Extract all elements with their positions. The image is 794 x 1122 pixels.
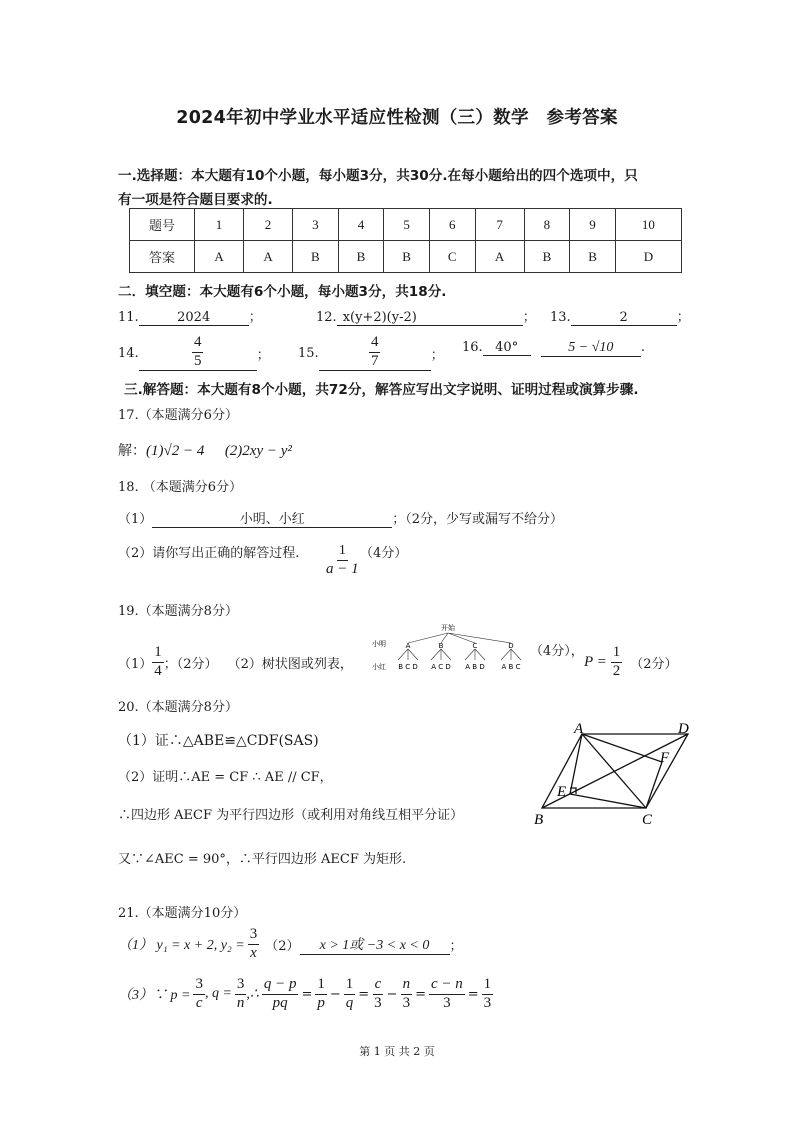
q19-probability (584, 634, 678, 690)
minus-sign: − (386, 986, 398, 1002)
q12-answer: x(y+2)(y-2) (337, 310, 523, 326)
q19-tree-points: （4分）， (530, 644, 584, 659)
q21-part2-answer: x > 1或 −3 < x < 0 (300, 934, 450, 955)
section1-heading-line1: 一.选择题：本大题有10个小题，每小题3分，共30分.在每小题给出的四个选项中，只 (118, 168, 638, 184)
q18-heading: 18. （本题满分6分） (118, 480, 243, 495)
q18-points: （4分） (360, 546, 408, 561)
q16-answer-b: 5 − √10 (541, 340, 641, 357)
q15-num: 4 (369, 335, 381, 353)
q15-fraction (369, 335, 381, 370)
q16-period: . (640, 340, 645, 355)
q21-part2-end: ； (449, 938, 463, 954)
q18-num: 1 (337, 544, 348, 561)
table-cell: 3 (293, 209, 339, 241)
q16-number: 16. (462, 340, 483, 355)
q11-answer: 2024 (139, 310, 249, 326)
table-cell: B (338, 241, 384, 273)
equals-sign: = (358, 986, 370, 1002)
q21-part3 (118, 972, 493, 1016)
tree-node: B (438, 642, 444, 650)
q12-semicolon: ； (522, 310, 536, 325)
section1-heading-line2: 有一项是符合题目要求的. (118, 192, 273, 208)
label-f: F (660, 750, 670, 766)
q21-p1-num: 3 (248, 927, 260, 945)
label-e: E (557, 784, 567, 800)
table-cell: B (293, 241, 339, 273)
frac-num: 1 (315, 977, 327, 995)
q17-part2: (2)2xy − y² (224, 443, 292, 459)
q19-prob-fraction (611, 645, 623, 680)
q21-part2-no: （2） (265, 938, 300, 954)
q21-part1-fraction (248, 927, 260, 962)
frac-den: 3 (443, 994, 451, 1011)
q21-frac-4 (315, 977, 327, 1012)
frac-num: c − n (429, 977, 465, 995)
table-row-numbers (130, 209, 682, 241)
q21-frac-6 (372, 977, 384, 1012)
q21-part1 (118, 922, 463, 966)
tree-node: C (472, 642, 478, 650)
label-d: D (678, 721, 689, 737)
q15-number: 15. (298, 345, 319, 361)
q19-heading: 19.（本题满分8分） (118, 604, 238, 619)
q16 (462, 340, 645, 357)
q21-frac-3 (262, 977, 299, 1012)
frac-num: q − p (262, 977, 299, 995)
page-title: 2024年初中学业水平适应性检测（三）数学 参考答案 (176, 108, 618, 128)
tree-node: A (405, 642, 411, 650)
table-header-label: 题号 (130, 209, 195, 241)
frac-den: 3 (374, 994, 382, 1011)
q14-den: 5 (193, 353, 202, 369)
q13 (550, 306, 690, 326)
table-cell: 10 (615, 209, 681, 241)
q21-part1-text: （1） y₁ = x + 2, y₂ = (118, 938, 245, 953)
tree-root: 开始 (441, 624, 455, 632)
table-answer-label: 答案 (130, 241, 195, 273)
table-cell: D (615, 241, 681, 273)
table-cell: 2 (244, 209, 293, 241)
q13-number: 13. (550, 310, 571, 325)
section2-heading: 二．填空题：本大题有6个小题，每小题3分，共18分. (118, 284, 447, 300)
q21-part3-text: （3）∵ p = (118, 988, 191, 1003)
q19-prob-label: P = (584, 653, 607, 670)
q14-number: 14. (118, 345, 139, 361)
frac-den: pq (272, 994, 288, 1011)
table-cell: A (244, 241, 293, 273)
frac-den: 3 (402, 994, 411, 1011)
q20-part1: （1）证∴△ABE≌△CDF(SAS) (118, 733, 319, 749)
q17-heading: 17.（本题满分6分） (118, 408, 238, 423)
frac-den: c (195, 994, 203, 1011)
q19-part1-fraction (152, 645, 164, 680)
frac-den: q (345, 994, 354, 1011)
equals-sign: = (301, 986, 313, 1002)
equals-sign: = (415, 986, 426, 1002)
q12-number: 12. (316, 310, 337, 325)
tree-leaves: A C D (431, 663, 451, 671)
q18-part1-note: ；（2分，少写或漏写不给分） (392, 512, 564, 527)
table-cell: 4 (338, 209, 384, 241)
frac-den: p (317, 994, 325, 1011)
label-a: A (574, 721, 584, 737)
q20-heading: 20.（本题满分8分） (118, 700, 238, 715)
table-cell: B (524, 241, 570, 273)
q21-frac-1 (193, 977, 205, 1012)
q11-number: 11. (118, 310, 139, 325)
q13-semicolon: ； (676, 310, 690, 325)
tree-leaves: B C D (398, 663, 418, 671)
table-cell: 8 (524, 209, 570, 241)
frac-num: 3 (193, 977, 205, 995)
section3-heading: 三.解答题：本大题有8个小题，共72分，解答应写出文字说明、证明过程或演算步骤. (124, 382, 639, 398)
table-row-answers (130, 241, 682, 273)
q20-part2: （2）证明∴AE = CF ∴ AE // CF， (118, 770, 333, 785)
q17-solution (118, 440, 292, 460)
q19-prob-points: （2分） (630, 656, 678, 672)
q14-num: 4 (192, 335, 204, 353)
q18-den: a − 1 (326, 560, 359, 577)
q19-part1-points: ；（2分） (163, 656, 218, 672)
q18-part2: （2）请你写出正确的解答过程. (118, 546, 300, 561)
table-cell: B (570, 241, 616, 273)
q21-frac-7 (401, 977, 413, 1012)
q15 (298, 331, 444, 375)
table-cell: 5 (384, 209, 430, 241)
q21-heading: 21.（本题满分10分） (118, 906, 247, 921)
frac-den: 3 (483, 994, 492, 1011)
q14 (118, 331, 270, 375)
tree-leaves: A B C (501, 663, 521, 671)
q18-fraction (324, 544, 361, 577)
answer-table (129, 208, 682, 273)
q11 (118, 306, 262, 326)
q19-prob-den: 2 (612, 662, 621, 679)
frac-num: c (373, 977, 384, 995)
frac-num: 3 (235, 977, 247, 995)
tree-diagram (368, 622, 528, 674)
q17-solution-label: 解： (118, 443, 146, 459)
frac-den: n (236, 994, 245, 1011)
tree-node: D (508, 642, 514, 650)
q18-part1-answer: 小明、小红 (152, 508, 392, 528)
table-cell: B (384, 241, 430, 273)
q21-p1-den: x (250, 944, 257, 961)
parallelogram-figure (526, 718, 708, 830)
table-cell: 1 (195, 209, 244, 241)
q21-frac-5 (344, 977, 356, 1012)
q21-q-eq: , q = (204, 986, 232, 1001)
tree-branches (398, 633, 521, 660)
minus-sign: − (329, 986, 341, 1002)
q19-prob-num: 1 (611, 645, 623, 663)
q19-part2: （2）树状图或列表， (227, 656, 353, 672)
q16-answer-a: 40° (483, 340, 531, 356)
page-footer: 第 1 页 共 2 页 (359, 1045, 435, 1058)
label-b: B (534, 812, 544, 828)
q12 (316, 306, 536, 326)
q13-answer: 2 (571, 310, 677, 326)
q14-fraction (192, 335, 204, 370)
tree-row1-label: 小明 (372, 640, 386, 648)
tree-leaves: A B D (465, 663, 485, 671)
q20-part3: ∴四边形 AECF 为平行四边形（或利用对角线互相平分证） (118, 808, 464, 823)
table-cell: 9 (570, 209, 616, 241)
label-c: C (642, 812, 653, 828)
q19-line (118, 634, 353, 690)
q19-den: 4 (154, 662, 162, 679)
q11-semicolon: ； (248, 310, 262, 325)
q18-part1-no: （1） (118, 512, 153, 527)
q18-part1 (118, 508, 563, 528)
q19-part1-no: （1） (118, 656, 153, 672)
q21-frac-8 (429, 977, 465, 1012)
table-cell: 7 (475, 209, 524, 241)
table-cell: A (195, 241, 244, 273)
q21-frac-2 (235, 977, 247, 1012)
table-cell: A (475, 241, 524, 273)
equals-sign: = (467, 986, 479, 1002)
q21-therefore: ,∴ (246, 986, 259, 1002)
frac-num: 1 (344, 977, 356, 995)
q21-frac-9 (482, 977, 494, 1012)
table-cell: C (429, 241, 475, 273)
frac-num: 1 (482, 977, 494, 995)
q19-num: 1 (152, 645, 164, 663)
tree-row2-label: 小红 (372, 663, 386, 671)
q14-semicolon: ； (256, 347, 270, 363)
table-cell: 6 (429, 209, 475, 241)
q20-part4: 又∵∠AEC = 90°，∴平行四边形 AECF 为矩形. (118, 852, 407, 867)
q15-semicolon: ； (430, 347, 444, 363)
q15-den: 7 (370, 353, 379, 369)
frac-num: n (401, 977, 413, 995)
q17-part1: (1)√2 − 4 (146, 443, 205, 459)
